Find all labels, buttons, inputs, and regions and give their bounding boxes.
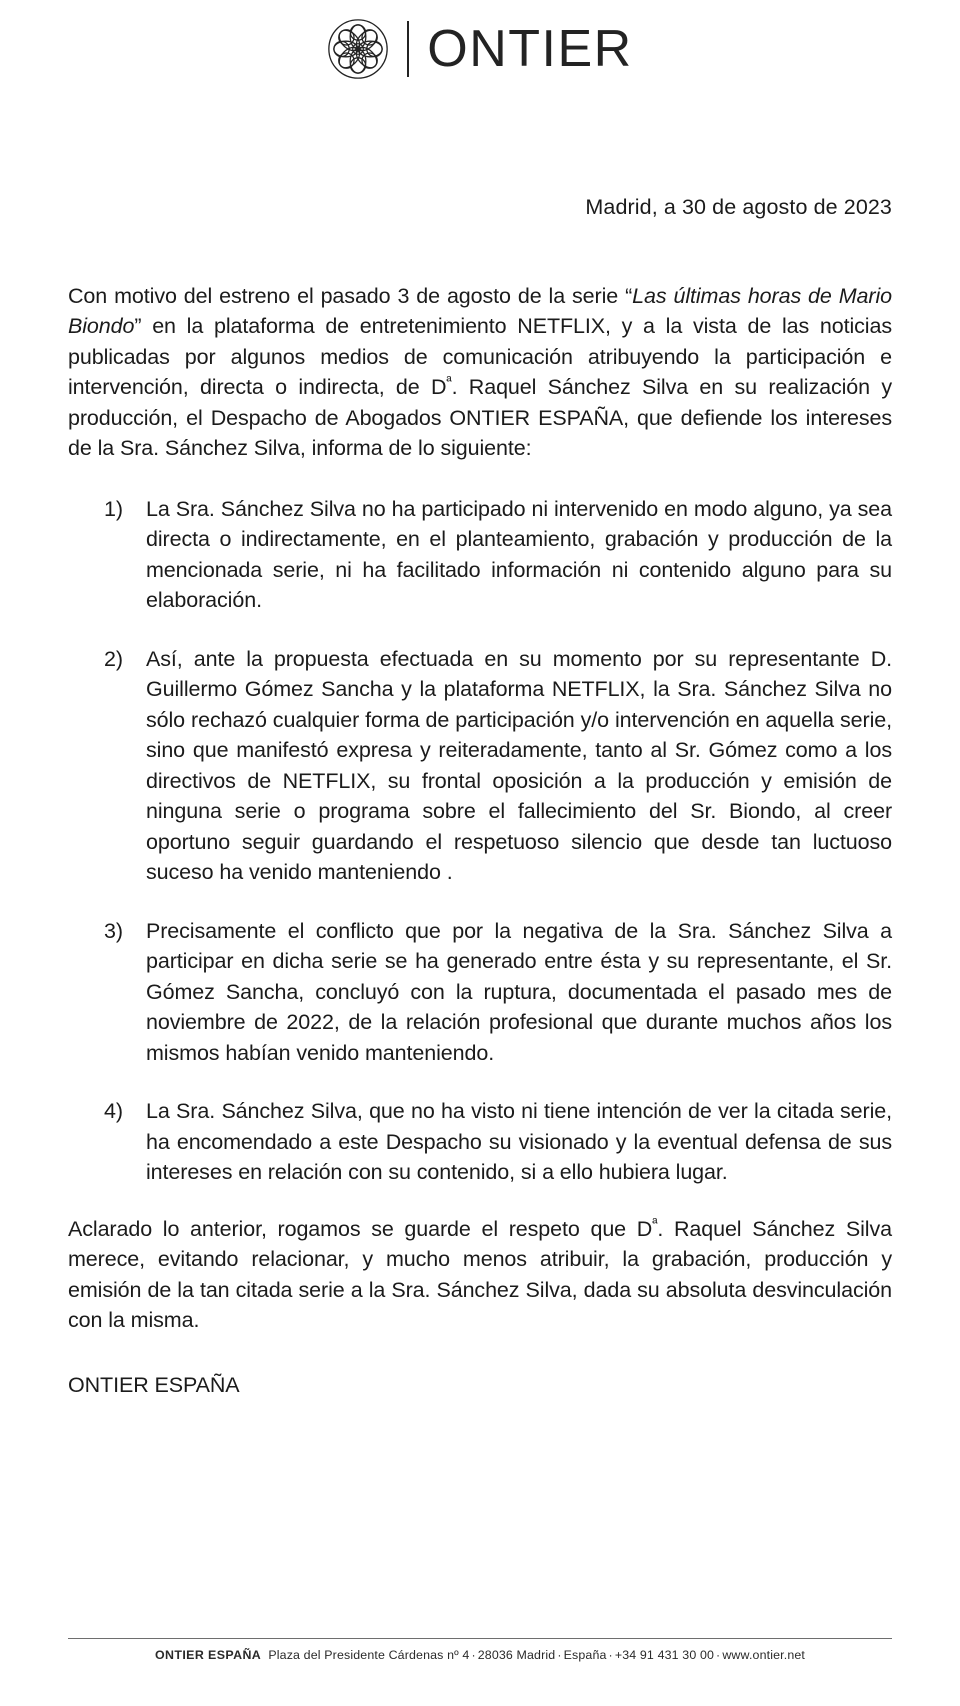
ontier-logo-lockup bbox=[327, 18, 632, 80]
closing-paragraph bbox=[68, 1214, 892, 1336]
claim-item-4 bbox=[104, 1096, 892, 1188]
footer-separator-3: · bbox=[608, 1648, 613, 1662]
footer-country: España bbox=[563, 1648, 607, 1662]
date-line: Madrid, a 30 de agosto de 2023 bbox=[585, 195, 892, 219]
closing-text-part2: . Raquel Sánchez Silva merece, evitando relacionar, y mucho menos atribuir, la grabación, producción y emisión de la tan citada serie a la Sra. Sánchez Silva, dada su absoluta desvinculación con la misma. bbox=[68, 1216, 892, 1333]
claim-text-2: Así, ante la propuesta efectuada en su momento por su representante D. Guillermo Gómez Sancha y la plataforma NETFLIX, la Sra. Sánchez Silva no sólo rechazó cualquier forma de participación y/o intervención en aquella serie, sino que manifestó expresa y reiteradamente, tanto al Sr. Gómez como a los directivos de NETFLIX, su frontal oposición a la producción y emisión de ninguna serie o programa sobre el fallecimiento del Sr. Biondo, al creer oportuno seguir guardando el respetuoso silencio que desde tan luctuoso suceso ha venido manteniendo . bbox=[146, 646, 892, 885]
claim-text-3: Precisamente el conflicto que por la negativa de la Sra. Sánchez Silva a participar en dicha serie se ha generado entre ésta y su representante, el Sr. Gómez Sancha, concluyó con la ruptura, documentada el pasado mes de noviembre de 2022, de la relación profesional que durante muchos años los mismos habían venido manteniendo. bbox=[146, 918, 892, 1065]
claim-text-1: La Sra. Sánchez Silva no ha participado ni intervenido en modo alguno, ya sea directa o indirectamente, en el planteamiento, grabación y producción de la mencionada serie, ni ha facilitado información ni contenido alguno para su elaboración. bbox=[146, 496, 892, 613]
claim-marker-4: 4) bbox=[104, 1099, 123, 1124]
feminine-ordinal-indicator-closing: ª bbox=[652, 1215, 658, 1232]
footer-address: Plaza del Presidente Cárdenas nº 4 bbox=[268, 1648, 470, 1662]
footer-city: 28036 Madrid bbox=[477, 1648, 556, 1662]
claim-marker-3: 3) bbox=[104, 918, 123, 943]
footer-brand: ONTIER ESPAÑA bbox=[154, 1648, 262, 1662]
footer-separator-1: · bbox=[471, 1648, 476, 1662]
feminine-ordinal-indicator: ª bbox=[446, 373, 452, 390]
logo-divider bbox=[407, 21, 409, 77]
intro-text-part2: ” en la plataforma de entretenimiento NETFLIX, y a la vista de las noticias publicadas por algunos medios de comunicación atribuyendo la participación e intervención, directa o indirecta, de D bbox=[68, 314, 892, 400]
claims-list bbox=[68, 494, 892, 1188]
document-body bbox=[68, 80, 892, 1401]
footer-contact-line bbox=[0, 1648, 960, 1662]
intro-paragraph bbox=[68, 281, 892, 464]
footer-separator-2: · bbox=[557, 1648, 562, 1662]
intro-text-part1: Con motivo del estreno el pasado 3 de agosto de la serie “ bbox=[68, 283, 633, 308]
claim-item-3 bbox=[104, 916, 892, 1069]
claim-marker-1: 1) bbox=[104, 496, 123, 521]
signature-block: ONTIER ESPAÑA bbox=[68, 1372, 240, 1397]
claim-item-1 bbox=[104, 494, 892, 616]
page-footer bbox=[0, 1638, 960, 1662]
claim-marker-2: 2) bbox=[104, 646, 123, 671]
ontier-rosette-logo-icon bbox=[327, 18, 389, 80]
claim-item-2 bbox=[104, 644, 892, 888]
series-title: Las últimas horas de Mario Biondo bbox=[68, 283, 892, 339]
footer-website[interactable]: www.ontier.net bbox=[722, 1648, 806, 1662]
intro-text-part3: . Raquel Sánchez Silva en su realización y producción, el Despacho de Abogados ONTIER ESPAÑA, que defiende los intereses de la Sra. Sánchez Silva, informa de lo siguiente: bbox=[68, 375, 892, 461]
ontier-wordmark: ONTIER bbox=[427, 20, 633, 78]
footer-divider bbox=[68, 1638, 892, 1639]
footer-phone: +34 91 431 30 00 bbox=[614, 1648, 715, 1662]
letterhead bbox=[0, 0, 960, 80]
claim-text-4: La Sra. Sánchez Silva, que no ha visto ni tiene intención de ver la citada serie, ha encomendado a este Despacho su visionado y la eventual defensa de sus intereses en relación con su contenido, si a ello hubiera lugar. bbox=[146, 1099, 892, 1185]
footer-separator-4: · bbox=[716, 1648, 721, 1662]
closing-text-part1: Aclarado lo anterior, rogamos se guarde el respeto que D bbox=[68, 1216, 653, 1241]
